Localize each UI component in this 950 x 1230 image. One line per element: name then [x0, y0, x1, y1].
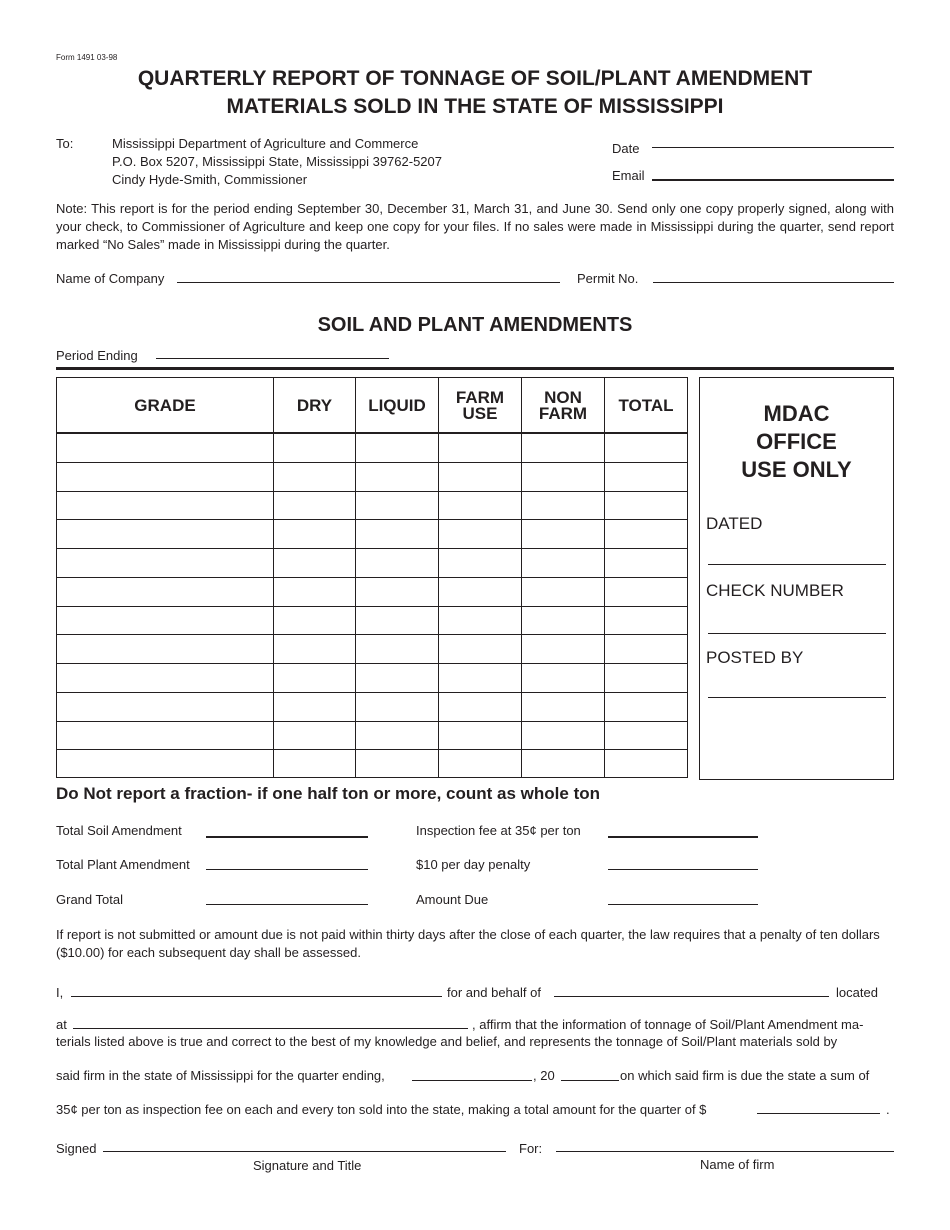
cell-dry[interactable] — [274, 434, 355, 461]
cell-grade[interactable] — [57, 635, 273, 662]
cell-farm-use[interactable] — [439, 520, 521, 547]
cell-total[interactable] — [605, 434, 687, 461]
header-dry: DRY — [296, 396, 333, 415]
company-label: Name of Company — [56, 271, 165, 286]
affirm-text: , affirm that the information of tonnage of Soil/Plant Amendment ma- — [472, 1017, 864, 1032]
cell-non-farm[interactable] — [522, 520, 604, 547]
affirm-name-field[interactable] — [71, 996, 442, 997]
cell-grade[interactable] — [57, 463, 273, 490]
cell-non-farm[interactable] — [522, 463, 604, 490]
cell-total[interactable] — [605, 693, 687, 720]
cell-grade[interactable] — [57, 520, 273, 547]
cell-non-farm[interactable] — [522, 722, 604, 749]
cell-liquid[interactable] — [356, 722, 438, 749]
note-text: Note: This report is for the period ending September 30, December 31, March 31, and June 30. Send only one copy properly signed, along with your check, to Commissioner of Agriculture and keep one copy for your files. If no sales were made in Mississippi during the quarter, send report marked “No Sales” made in Mississippi during the quarter. — [56, 201, 894, 252]
cell-non-farm[interactable] — [522, 578, 604, 605]
cell-dry[interactable] — [274, 635, 355, 662]
affirm-line2: terials listed above is true and correct to the best of my knowledge and belief, and represents the tonnage of Soil/Plant materials sold by — [56, 1034, 838, 1049]
grand-total-field[interactable] — [206, 904, 368, 905]
email-field[interactable] — [652, 179, 894, 181]
cell-grade[interactable] — [57, 607, 273, 634]
cell-non-farm[interactable] — [522, 635, 604, 662]
mdac-dated-label: DATED — [706, 514, 763, 533]
cell-grade[interactable] — [57, 492, 273, 519]
date-label: Date — [612, 141, 640, 156]
affirm-location-field[interactable] — [73, 1028, 468, 1029]
cell-grade[interactable] — [57, 549, 273, 576]
total-soil-field[interactable] — [206, 836, 368, 838]
cell-liquid[interactable] — [356, 463, 438, 490]
cell-dry[interactable] — [274, 722, 355, 749]
cell-total[interactable] — [605, 635, 687, 662]
firm-name-field[interactable] — [556, 1151, 894, 1152]
cell-liquid[interactable] — [356, 434, 438, 461]
cell-non-farm[interactable] — [522, 607, 604, 634]
header-grade: GRADE — [134, 396, 196, 415]
affirm-line3-start: said firm in the state of Mississippi for the quarter ending, — [56, 1068, 385, 1083]
company-field[interactable] — [177, 282, 560, 283]
cell-dry[interactable] — [274, 492, 355, 519]
header-total: TOTAL — [618, 396, 674, 415]
affirm-line3-end: on which said firm is due the state a sum of — [620, 1068, 870, 1083]
cell-liquid[interactable] — [356, 549, 438, 576]
cell-dry[interactable] — [274, 463, 355, 490]
signed-label: Signed — [56, 1141, 97, 1156]
cell-total[interactable] — [605, 520, 687, 547]
cell-total[interactable] — [605, 607, 687, 634]
cell-grade[interactable] — [57, 434, 273, 461]
mdac-title-line3: USE ONLY — [741, 457, 852, 482]
cell-farm-use[interactable] — [439, 549, 521, 576]
cell-liquid[interactable] — [356, 607, 438, 634]
inspection-fee-field[interactable] — [608, 836, 758, 838]
amount-due-label: Amount Due — [416, 892, 489, 907]
cell-farm-use[interactable] — [439, 693, 521, 720]
header-liquid: LIQUID — [368, 396, 426, 415]
address-line2: P.O. Box 5207, Mississippi State, Mississippi 39762-5207 — [112, 154, 442, 169]
amount-due-field[interactable] — [608, 904, 758, 905]
mdac-check-number-field[interactable] — [708, 633, 886, 634]
affirm-line4-period: . — [886, 1102, 890, 1117]
affirm-company-field[interactable] — [554, 996, 829, 997]
affirm-located-label: located — [836, 985, 878, 1000]
cell-dry[interactable] — [274, 693, 355, 720]
cell-farm-use[interactable] — [439, 463, 521, 490]
cell-grade[interactable] — [57, 722, 273, 749]
cell-farm-use[interactable] — [439, 664, 521, 691]
to-label: To: — [56, 136, 74, 151]
fraction-warning: Do Not report a fraction- if one half ton or more, count as whole ton — [56, 784, 601, 803]
affirm-year-prefix: , 20 — [533, 1068, 555, 1083]
year-field[interactable] — [561, 1080, 619, 1081]
cell-total[interactable] — [605, 463, 687, 490]
total-soil-label: Total Soil Amendment — [56, 823, 182, 838]
cell-grade[interactable] — [57, 693, 273, 720]
cell-liquid[interactable] — [356, 664, 438, 691]
cell-liquid[interactable] — [356, 520, 438, 547]
grand-total-label: Grand Total — [56, 892, 123, 907]
cell-non-farm[interactable] — [522, 693, 604, 720]
quarter-ending-field[interactable] — [412, 1080, 532, 1081]
affirm-line4: 35¢ per ton as inspection fee on each and every ton sold into the state, making a total amount for the quarter of $ — [56, 1102, 707, 1117]
inspection-fee-label: Inspection fee at 35¢ per ton — [416, 823, 581, 838]
cell-grade[interactable] — [57, 578, 273, 605]
cell-total[interactable] — [605, 664, 687, 691]
cell-farm-use[interactable] — [439, 492, 521, 519]
penalty-field[interactable] — [608, 869, 758, 870]
cell-liquid[interactable] — [356, 750, 438, 777]
form-title-line2: MATERIALS SOLD IN THE STATE OF MISSISSIPPI — [226, 95, 724, 118]
firm-caption: Name of firm — [700, 1157, 775, 1172]
form-title-line1: QUARTERLY REPORT OF TONNAGE OF SOIL/PLANT AMENDMENT — [137, 67, 813, 90]
mdac-check-number-label: CHECK NUMBER — [706, 581, 844, 600]
header-non-farm: NON FARM — [538, 388, 588, 423]
permit-label: Permit No. — [577, 271, 639, 286]
total-amount-field[interactable] — [757, 1113, 880, 1114]
total-plant-field[interactable] — [206, 869, 368, 870]
mdac-title-line2: OFFICE — [756, 429, 837, 454]
period-label: Period Ending — [56, 348, 138, 363]
signature-field[interactable] — [103, 1151, 506, 1152]
section-title: SOIL AND PLANT AMENDMENTS — [317, 314, 633, 336]
cell-dry[interactable] — [274, 607, 355, 634]
form-number: Form 1491 03-98 — [56, 53, 118, 62]
cell-non-farm[interactable] — [522, 492, 604, 519]
for-label: For: — [519, 1141, 543, 1156]
cell-farm-use[interactable] — [439, 750, 521, 777]
cell-dry[interactable] — [274, 664, 355, 691]
cell-liquid[interactable] — [356, 693, 438, 720]
mdac-posted-by-field[interactable] — [708, 697, 886, 698]
affirm-i-label: I, — [56, 985, 64, 1000]
cell-grade[interactable] — [57, 750, 273, 777]
cell-total[interactable] — [605, 578, 687, 605]
cell-grade[interactable] — [57, 664, 273, 691]
cell-dry[interactable] — [274, 549, 355, 576]
cell-farm-use[interactable] — [439, 722, 521, 749]
cell-dry[interactable] — [274, 750, 355, 777]
affirm-at-label: at — [56, 1017, 67, 1032]
mdac-title-line1: MDAC — [763, 401, 830, 426]
mdac-title — [699, 400, 894, 484]
period-field[interactable] — [156, 358, 389, 359]
cell-non-farm[interactable] — [522, 549, 604, 576]
affirm-behalf-label: for and behalf of — [447, 985, 541, 1000]
cell-farm-use[interactable] — [439, 578, 521, 605]
cell-total[interactable] — [605, 492, 687, 519]
cell-liquid[interactable] — [356, 578, 438, 605]
section-divider — [56, 367, 894, 370]
mdac-posted-by-label: POSTED BY — [706, 648, 804, 667]
cell-dry[interactable] — [274, 520, 355, 547]
cell-farm-use[interactable] — [439, 635, 521, 662]
cell-total[interactable] — [605, 722, 687, 749]
date-field[interactable] — [652, 147, 894, 148]
header-farm-use: FARM USE — [455, 388, 505, 423]
cell-non-farm[interactable] — [522, 434, 604, 461]
cell-total[interactable] — [605, 549, 687, 576]
address-line1: Mississippi Department of Agriculture and Commerce — [112, 136, 419, 151]
cell-farm-use[interactable] — [439, 434, 521, 461]
penalty-notice: If report is not submitted or amount due is not paid within thirty days after the close of each quarter, the law requires that a penalty of ten dollars ($10.00) for each subsequent day shall be assessed. — [56, 927, 880, 960]
cell-total[interactable] — [605, 750, 687, 777]
signature-caption: Signature and Title — [253, 1158, 362, 1173]
email-label: Email — [612, 168, 645, 183]
penalty-label: $10 per day penalty — [416, 857, 531, 872]
address-line3: Cindy Hyde-Smith, Commissioner — [112, 172, 308, 187]
mdac-dated-field[interactable] — [708, 564, 886, 565]
permit-field[interactable] — [653, 282, 894, 283]
cell-non-farm[interactable] — [522, 750, 604, 777]
cell-liquid[interactable] — [356, 492, 438, 519]
cell-liquid[interactable] — [356, 635, 438, 662]
cell-non-farm[interactable] — [522, 664, 604, 691]
cell-dry[interactable] — [274, 578, 355, 605]
cell-farm-use[interactable] — [439, 607, 521, 634]
total-plant-label: Total Plant Amendment — [56, 857, 190, 872]
